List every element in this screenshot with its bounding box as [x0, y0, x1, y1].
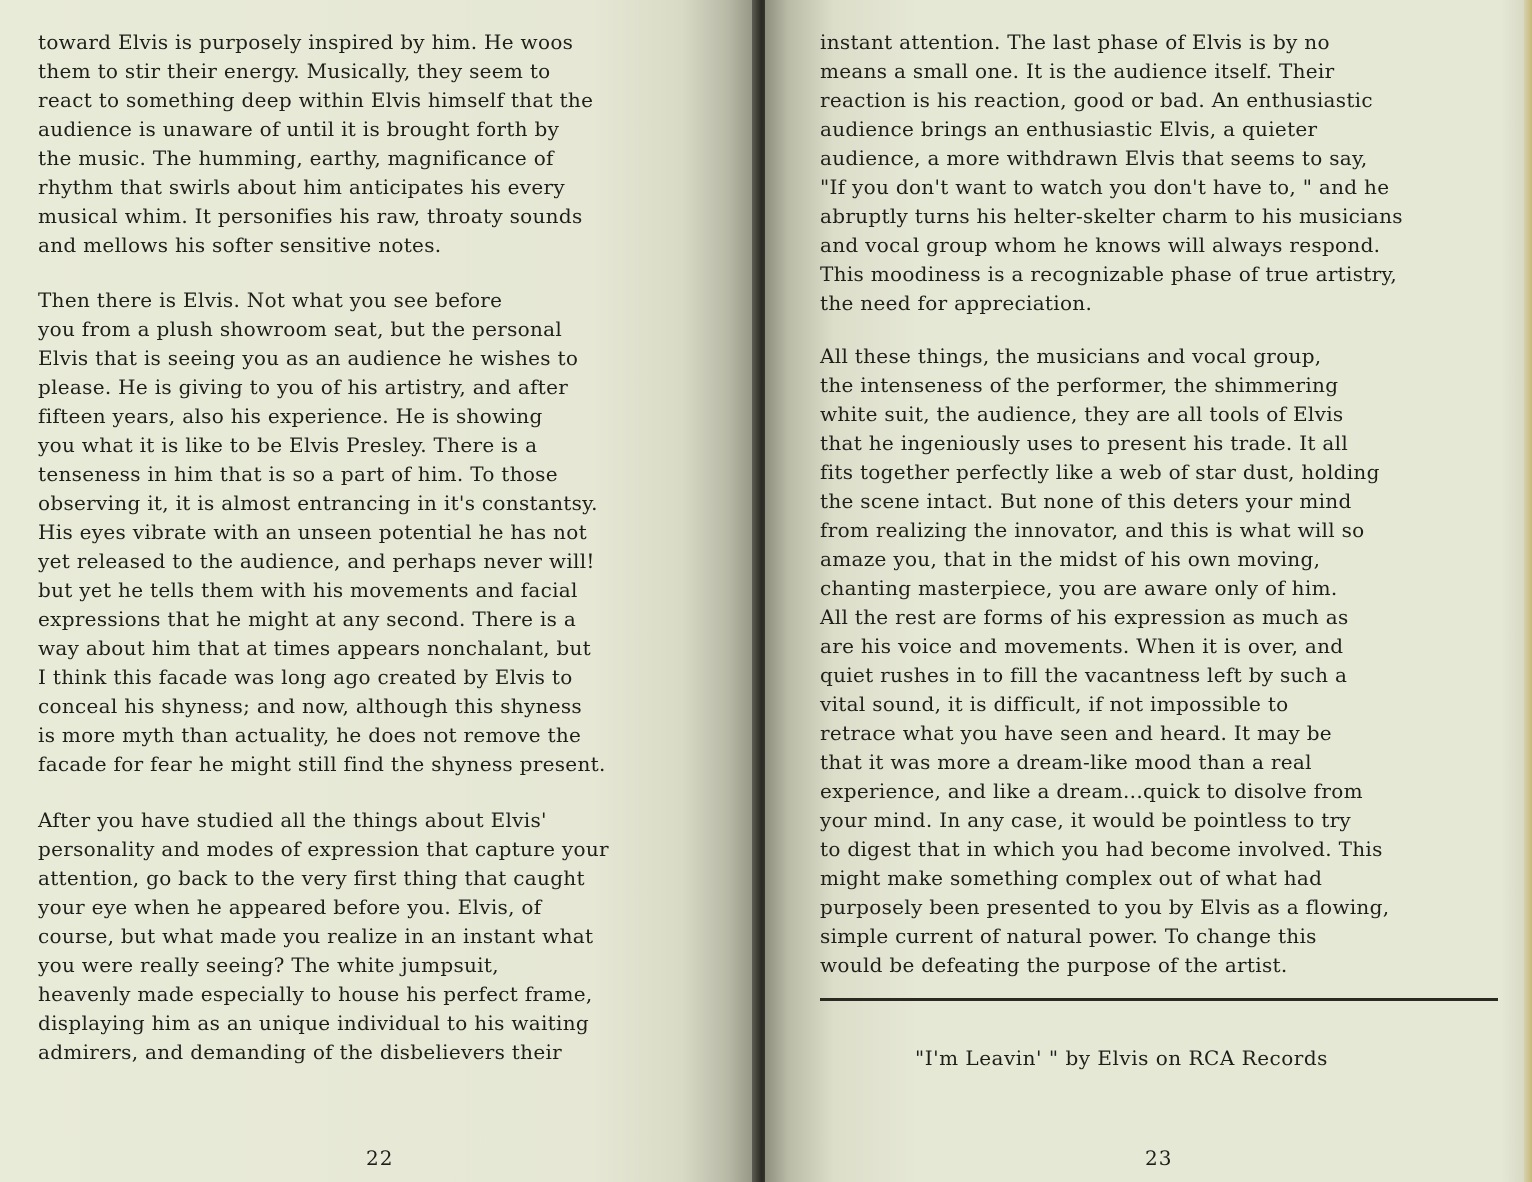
- right-page: [765, 0, 1532, 1182]
- page-edge: [1524, 0, 1532, 1182]
- right-paragraph-2: All these things, the musicians and vocal group, the intenseness of the performer, the shimmering white suit, the audience, they are all tools of Elvis that he ingeniously uses to present his trade. It all fits together perfectly like a web of star dust, holding the scene intact. But none of this deters your mind from realizing the innovator, and this is what will so amaze you, that in the midst of his own moving, chanting masterpiece, you are aware only of him. All the rest are forms of his expression as much as are his voice and movements. When it is over, and quiet rushes in to fill the vacantness left by such a vital sound, it is difficult, if not impossible to retrace what you have seen and heard. It may be that it was more a dream-like mood than a real experience, and like a dream...quick to disolve from your mind. In any case, it would be pointless to try to digest that in which you had become involved. This might make something complex out of what had purposely been presented to you by Elvis as a flowing, simple current of natural power. To change this would be defeating the purpose of the artist.: [820, 344, 1390, 977]
- page-number-left: 22: [366, 1146, 394, 1170]
- left-page: [0, 0, 758, 1182]
- left-page-text: [38, 0, 738, 1064]
- right-page-text: [820, 0, 1520, 977]
- left-paragraph-1: toward Elvis is purposely inspired by him. He woos them to stir their energy. Musically, they seem to react to something deep within Elvis himself that the audience is unaware of until it is brought forth by the music. The humming, earthy, magnificance of rhythm that swirls about him anticipates his every musical whim. It personifies his raw, throaty sounds and mellows his softer sensitive notes.: [38, 30, 594, 257]
- left-paragraph-2: Then there is Elvis. Not what you see before you from a plush showroom seat, but the personal Elvis that is seeing you as an audience he wishes to please. He is giving to you of his artistry, and after fifteen years, also his experience. He is showing you what it is like to be Elvis Presley. There is a tenseness in him that is so a part of him. To those observing it, it is almost entrancing in it's constantsy. His eyes vibrate with an unseen potential he has not yet released to the audience, and perhaps never will! but yet he tells them with his movements and facial expressions that he might at any second. There is a way about him that at times appears nonchalant, but I think this facade was long ago created by Elvis to conceal his shyness; and now, although this shyness is more myth than actuality, he does not remove the facade for fear he might still find the shyness present.: [38, 288, 606, 776]
- page-number-right: 23: [1145, 1146, 1173, 1170]
- right-paragraph-1: instant attention. The last phase of Elvis is by no means a small one. It is the audience itself. Their reaction is his reaction, good or bad. An enthusiastic audience brings an enthusiastic Elvis, a quieter audience, a more withdrawn Elvis that seems to say, "If you don't want to watch you don't have to, " and he abruptly turns his helter-skelter charm to his musicians and vocal group whom he knows will always respond. This moodiness is a recognizable phase of true artistry, the need for appreciation.: [820, 30, 1403, 315]
- horizontal-rule: [820, 998, 1498, 1001]
- record-credit: "I'm Leavin' " by Elvis on RCA Records: [915, 1046, 1328, 1070]
- left-paragraph-3: After you have studied all the things about Elvis' personality and modes of expression that capture your attention, go back to the very first thing that caught your eye when he appeared before you. Elvis, of course, but what made you realize in an instant what you were really seeing? The white jumpsuit, heavenly made especially to house his perfect frame, displaying him as an unique individual to his waiting admirers, and demanding of the disbelievers their: [38, 808, 609, 1064]
